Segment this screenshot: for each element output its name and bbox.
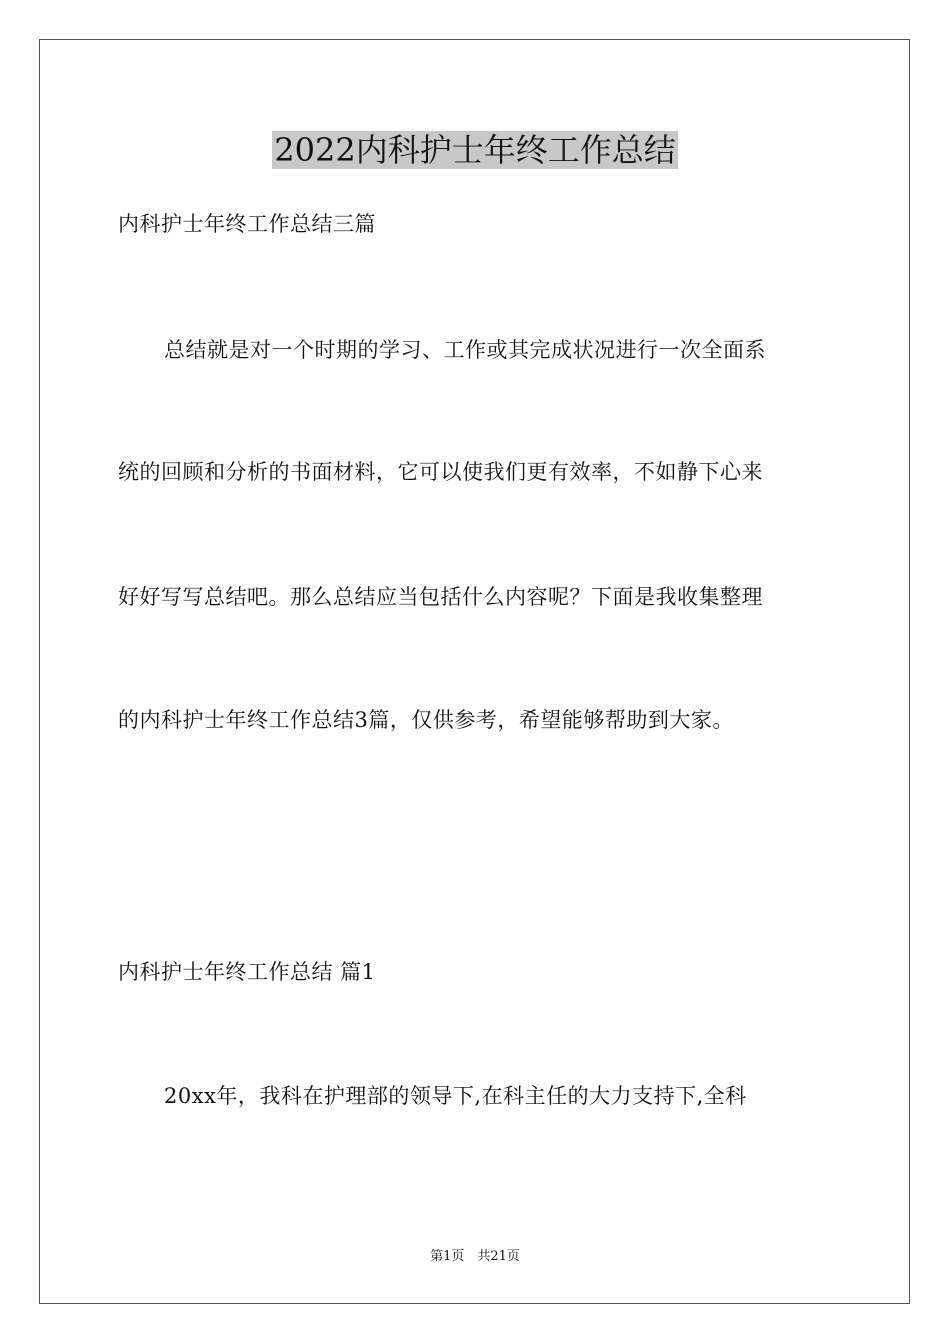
section-heading: 内科护士年终工作总结 篇1 — [118, 960, 376, 984]
section-body-line: 20xx年，我科在护理部的领导下,在科主任的大力支持下,全科 — [164, 1084, 747, 1108]
document-subtitle: 内科护士年终工作总结三篇 — [118, 212, 376, 236]
intro-line-1: 总结就是对一个时期的学习、工作或其完成状况进行一次全面系 — [164, 338, 766, 362]
document-title-text: 2022内科护士年终工作总结 — [274, 131, 676, 169]
intro-line-2: 统的回顾和分析的书面材料，它可以使我们更有效率，不如静下心来 — [118, 460, 763, 484]
page-footer: 第1页 共21页 — [430, 1249, 520, 1264]
intro-line-3: 好好写写总结吧。那么总结应当包括什么内容呢？下面是我收集整理 — [118, 585, 763, 609]
document-title — [0, 130, 950, 170]
intro-line-4: 的内科护士年终工作总结3篇，仅供参考，希望能够帮助到大家。 — [118, 708, 734, 732]
